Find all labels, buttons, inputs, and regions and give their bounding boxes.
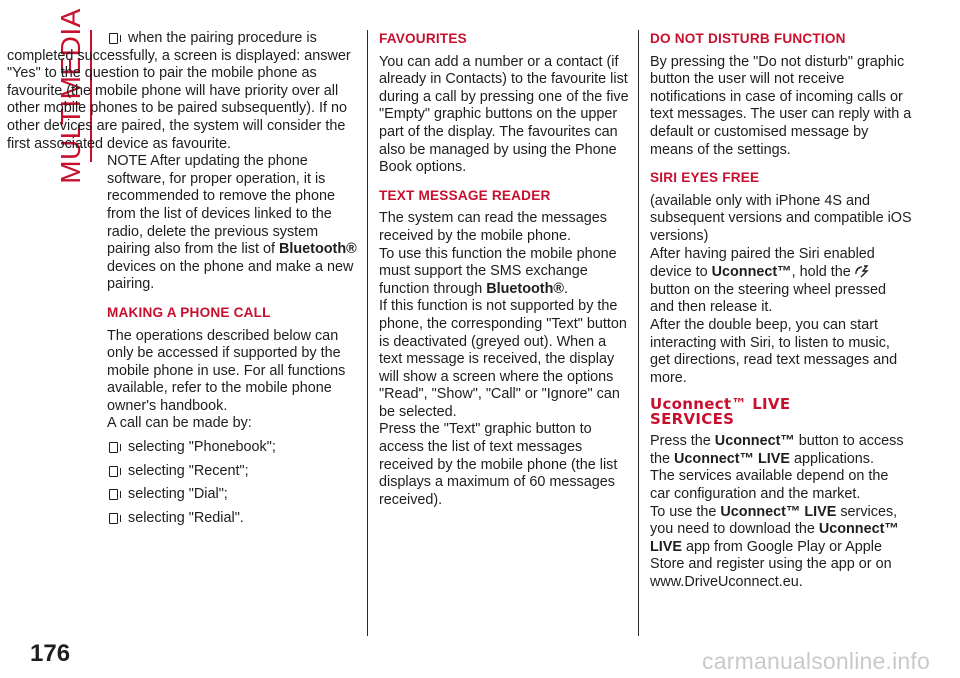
call-intro: The operations described below can only be accessed if supported by the mobile phone in use. For all functions available, refer to the mobile phone owner's handbook. <box>107 327 346 414</box>
list-item: selecting "Redial". <box>107 510 357 528</box>
siri-text-2: After having paired the Siri enabled device to Uconnect™, hold the button on the steering wheel pressed and then release it. <box>650 245 887 316</box>
list-item: selecting "Phonebook"; <box>107 439 357 457</box>
column-middle <box>379 30 629 509</box>
list-item: selecting "Dial"; <box>107 486 357 504</box>
heading-making-phone-call: MAKING A PHONE CALL <box>107 304 271 320</box>
siri-text-3: After the double beep, you can start interacting with Siri, to listen to music, get directions, read text messages and more. <box>650 316 898 386</box>
live-text-2: The services available depend on the car configuration and the market. <box>650 468 889 503</box>
note-paragraph: NOTE After updating the phone software, for proper operation, it is recommended to remove the phone from the list of devices linked to the radio, delete the previous system pairing also from the list of Bluetooth® devices on the phone and make a new pairing. <box>107 153 357 293</box>
column-divider-1 <box>367 30 368 636</box>
box-bullet-icon <box>109 466 118 477</box>
box-bullet-icon <box>109 442 118 453</box>
sms-text-1: The system can read the messages received by the mobile phone. <box>379 210 607 244</box>
heading-uconnect-live: Uconnect™ LIVE SERVICES <box>650 395 791 429</box>
siri-text-1: (available only with iPhone 4S and subsequent versions and compatible iOS versions) <box>650 192 912 244</box>
box-bullet-icon <box>109 33 118 44</box>
column-right <box>650 30 912 592</box>
live-text-1: Press the Uconnect™ button to access the Uconnect™ LIVE applications. <box>650 433 904 467</box>
heading-text-message-reader: TEXT MESSAGE READER <box>379 187 551 203</box>
sms-text-4: Press the "Text" graphic button to access the list of text messages received by the mobile phone (the list displays a maximum of 60 messages received). <box>379 421 618 508</box>
live-text-3: To use the Uconnect™ LIVE services, you need to download the Uconnect™ LIVE app from Google Play or Apple Store and register using the app or on www.DriveUconnect.eu. <box>650 503 899 591</box>
box-bullet-icon <box>109 489 118 500</box>
heading-favourites: FAVOURITES <box>379 31 467 46</box>
list-item: selecting "Recent"; <box>107 463 357 481</box>
sms-text-3: If this function is not supported by the phone, the corresponding "Text" button is deactivated (greyed out). When a text message is received, the display will show a screen where the options "Read", "Show", "Call" or "Ignore" can be selected. <box>379 298 627 420</box>
voice-command-icon <box>855 263 869 279</box>
sms-text-2: To use this function the mobile phone must support the SMS exchange function through Bluetooth®. <box>379 245 617 297</box>
box-bullet-icon <box>109 513 118 524</box>
column-divider-2 <box>638 30 639 636</box>
heading-do-not-disturb: DO NOT DISTURB FUNCTION <box>650 31 846 46</box>
heading-siri-eyes-free: SIRI EYES FREE <box>650 170 760 186</box>
favourites-text: You can add a number or a contact (if already in Contacts) to the favourite list during a call by pressing one of the five "Empty" graphic buttons on the upper part of the display. The favourites can also be managed by using the Phone Book options. <box>379 53 629 176</box>
pairing-text: when the pairing procedure is completed successfully, a screen is displayed: answer "Yes" to the question to pair the mobile phone as favourite (the mobile phone will have priority over all other mobile phones to be paired subsequently). If no other devices are paired, the system will consider the first associated device as favourite. <box>7 30 351 152</box>
page-number: 176 <box>30 640 71 667</box>
section-label-text: MULTIMEDIA <box>55 8 86 184</box>
watermark: carmanualsonline.info <box>702 648 930 674</box>
dnd-text: By pressing the "Do not disturb" graphic button the user will not receive notifications in case of incoming calls or text messages. The user can reply with a default or customised message by means of the settings. <box>650 53 912 158</box>
call-made-by: A call can be made by: <box>107 415 252 432</box>
